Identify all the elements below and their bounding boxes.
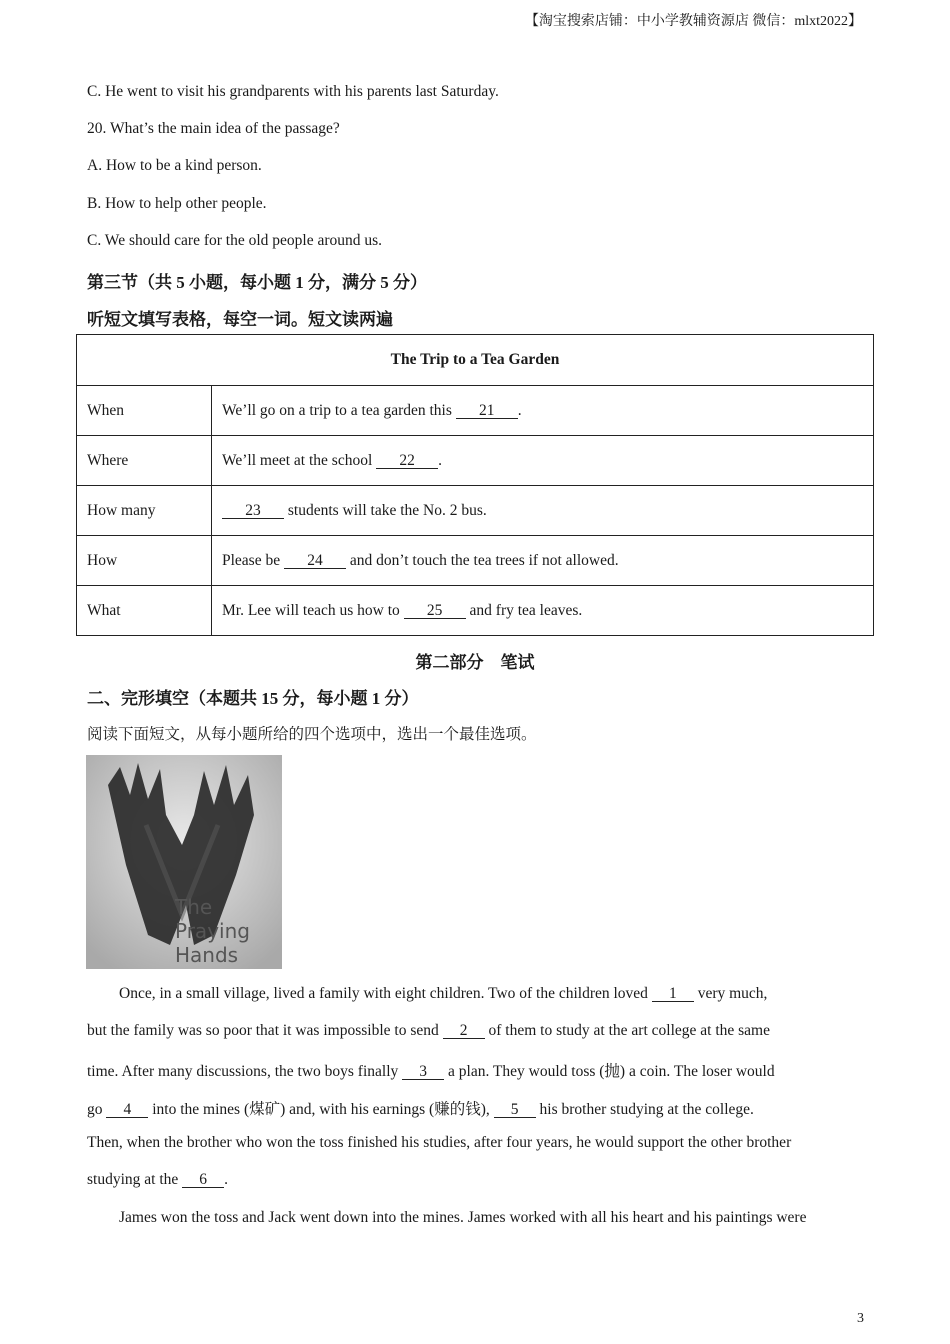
row-text-before: We’ll meet at the school xyxy=(222,451,373,469)
blank-25: 25 xyxy=(404,603,466,619)
row-text-before: We’ll go on a trip to a tea garden this xyxy=(222,401,452,419)
row-content xyxy=(212,436,874,486)
cloze-blank-4: 4 xyxy=(106,1102,148,1118)
row-content xyxy=(212,486,874,536)
cloze-text: time. After many discussions, the two boys finally xyxy=(87,1063,399,1080)
row-label: When xyxy=(77,386,212,436)
cloze-line: Then, when the brother who won the toss finished his studies, after four years, he would support the other brother xyxy=(87,1134,792,1151)
row-content xyxy=(212,586,874,636)
table-title-row xyxy=(77,335,874,386)
row-content xyxy=(212,536,874,586)
row-text-after: and fry tea leaves. xyxy=(469,601,583,619)
table-row xyxy=(77,586,874,636)
row-text-after: . xyxy=(438,451,443,469)
row-text-before: Please be xyxy=(222,551,281,569)
row-content xyxy=(212,386,874,436)
cloze-line xyxy=(119,985,767,1003)
table-row xyxy=(77,386,874,436)
part2-title: 第二部分 笔试 xyxy=(415,653,535,672)
cloze-blank-6: 6 xyxy=(182,1172,224,1188)
image-caption: The Praying Hands xyxy=(175,895,250,967)
cloze-title: 二、完形填空（本题共 15 分，每小题 1 分） xyxy=(87,689,419,708)
row-label: How many xyxy=(77,486,212,536)
header-note: 【淘宝搜索店铺：中小学教辅资源店 微信：mlxt2022】 xyxy=(524,14,862,29)
row-text-before: Mr. Lee will teach us how to xyxy=(222,601,400,619)
cloze-line xyxy=(87,1022,770,1040)
cloze-line: James won the toss and Jack went down into the mines. James worked with all his heart and his paintings were xyxy=(119,1209,807,1226)
section3-instruction: 听短文填写表格，每空一词。短文读两遍 xyxy=(87,310,393,329)
q20-option-b: B. How to help other people. xyxy=(87,195,267,212)
cloze-text: very much, xyxy=(697,985,768,1002)
blank-22: 22 xyxy=(376,453,438,469)
table-row xyxy=(77,486,874,536)
praying-hands-image xyxy=(86,755,282,969)
cloze-text: of them to study at the art college at the same xyxy=(488,1022,770,1039)
row-label: How xyxy=(77,536,212,586)
cloze-blank-3: 3 xyxy=(402,1064,444,1080)
cloze-text: Once, in a small village, lived a family with eight children. Two of the children loved xyxy=(119,985,648,1002)
cloze-blank-2: 2 xyxy=(443,1023,485,1039)
row-text-after: and don’t touch the tea trees if not allowed. xyxy=(349,551,619,569)
row-text-after: students will take the No. 2 bus. xyxy=(287,501,487,519)
q19-option-c: C. He went to visit his grandparents with his parents last Saturday. xyxy=(87,83,499,100)
cloze-text: . xyxy=(224,1171,229,1188)
row-label: Where xyxy=(77,436,212,486)
table-row xyxy=(77,536,874,586)
cloze-text: a plan. They would toss (抛) a coin. The loser would xyxy=(448,1063,775,1080)
row-text-after: . xyxy=(517,401,522,419)
table-row xyxy=(77,436,874,486)
cloze-line xyxy=(87,1171,228,1189)
cloze-blank-5: 5 xyxy=(494,1102,536,1118)
table-title: The Trip to a Tea Garden xyxy=(77,335,874,386)
trip-table xyxy=(76,334,874,636)
cloze-text: studying at the xyxy=(87,1171,179,1188)
blank-23: 23 xyxy=(222,503,284,519)
q20-stem: 20. What’s the main idea of the passage? xyxy=(87,120,340,137)
cloze-line xyxy=(87,1059,775,1081)
cloze-text: but the family was so poor that it was impossible to send xyxy=(87,1022,439,1039)
cloze-line xyxy=(87,1097,754,1119)
q20-option-c: C. We should care for the old people around us. xyxy=(87,232,383,249)
blank-21: 21 xyxy=(456,403,518,419)
cloze-instruction: 阅读下面短文，从每小题所给的四个选项中，选出一个最佳选项。 xyxy=(87,726,537,743)
row-label: What xyxy=(77,586,212,636)
q20-option-a: A. How to be a kind person. xyxy=(87,157,262,174)
blank-24: 24 xyxy=(284,553,346,569)
cloze-text: his brother studying at the college. xyxy=(539,1101,754,1118)
cloze-text: into the mines (煤矿) and, with his earnings (赚的钱), xyxy=(152,1101,490,1118)
cloze-text: go xyxy=(87,1101,103,1118)
page-number: 3 xyxy=(857,1311,864,1326)
cloze-blank-1: 1 xyxy=(652,986,694,1002)
section3-title: 第三节（共 5 小题，每小题 1 分，满分 5 分） xyxy=(87,273,427,292)
